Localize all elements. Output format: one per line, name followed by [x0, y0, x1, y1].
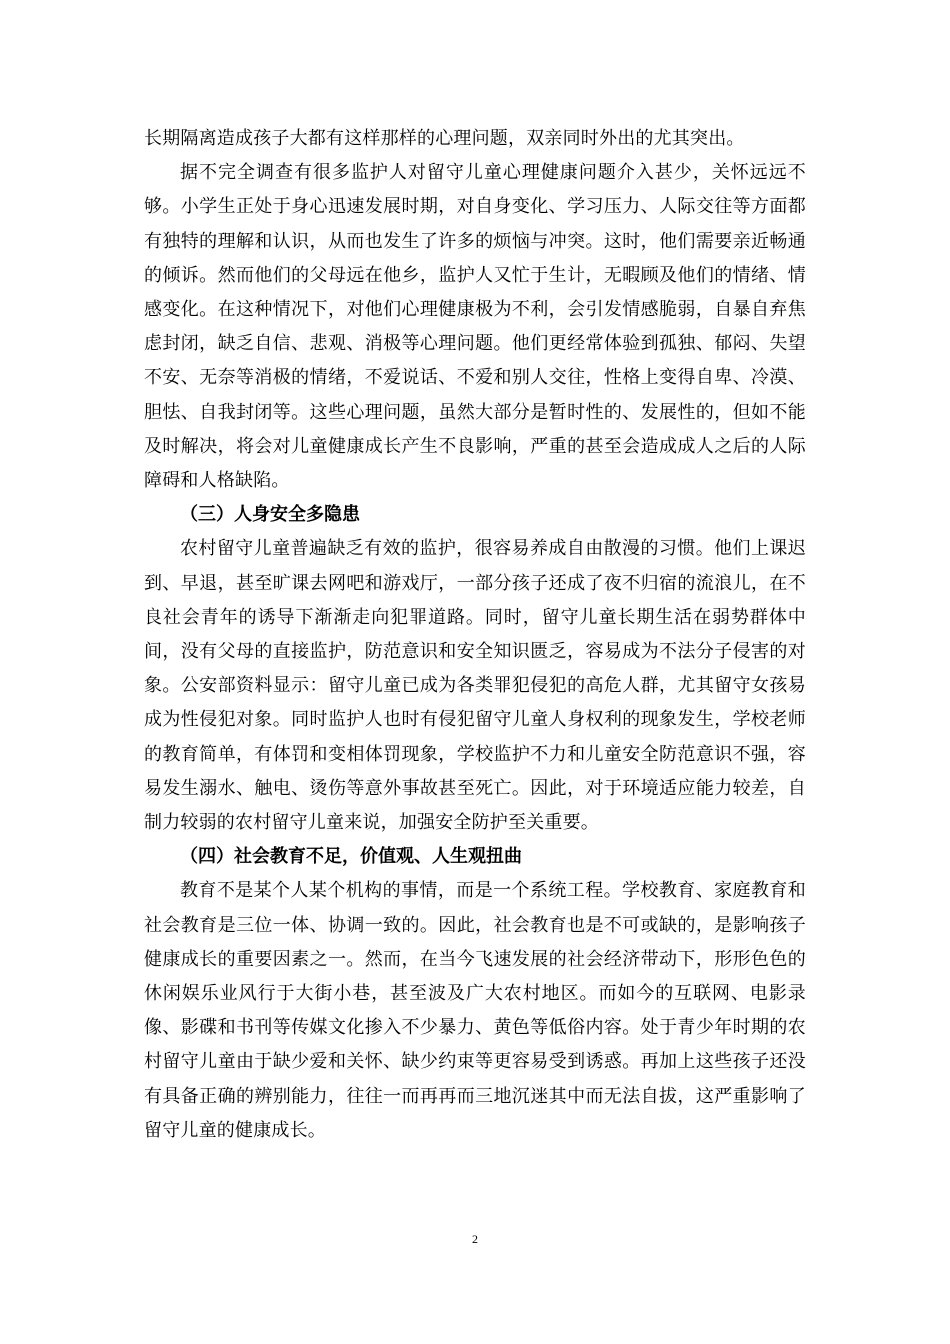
paragraph-social-education: 教育不是某个人某个机构的事情，而是一个系统工程。学校教育、家庭教育和社会教育是三位一体、协调一致的。因此，社会教育也是不可或缺的，是影响孩子健康成长的重要因素之一。然而，在当今飞速发展的社会经济带动下，形形色色的休闲娱乐业风行于大街小巷，甚至波及广大农村地区。而如今的互联网、电影录像、影碟和书刊等传媒文化掺入不少暴力、黄色等低俗内容。处于青少年时期的农村留守儿童由于缺少爱和关怀、缺少约束等更容易受到诱惑。再加上这些孩子还没有具备正确的辨别能力，往往一而再再而三地沉迷其中而无法自拔，这严重影响了留守儿童的健康成长。 — [144, 880, 806, 1141]
paragraph-psychological-health: 据不完全调查有很多监护人对留守儿童心理健康问题介入甚少，关怀远远不够。小学生正处于身心迅速发展时期，对自身变化、学习压力、人际交往等方面都有独特的理解和认识，从而也发生了许多的烦恼与冲突。这时，他们需要亲近畅通的倾诉。然而他们的父母远在他乡，监护人又忙于生计，无暇顾及他们的情绪、情感变化。在这种情况下，对他们心理健康极为不利，会引发情感脆弱，自暴自弃焦虑封闭，缺乏自信、悲观、消极等心理问题。他们更经常体验到孤独、郁闷、失望不安、无奈等消极的情绪，不爱说话、不爱和别人交往，性格上变得自卑、冷漠、胆怯、自我封闭等。这些心理问题，虽然大部分是暂时性的、发展性的，但如不能及时解决，将会对儿童健康成长产生不良影响，严重的甚至会造成成人之后的人际障碍和人格缺陷。 — [144, 162, 806, 492]
page-number: 2 — [472, 1232, 478, 1246]
section-heading-personal-safety: （三）人身安全多隐患 — [180, 504, 360, 526]
document-body — [144, 122, 806, 1148]
section-heading-social-education: （四）社会教育不足，价值观、人生观扭曲 — [180, 846, 522, 868]
paragraph-continuation: 长期隔离造成孩子大都有这样那样的心理问题，双亲同时外出的尤其突出。 — [144, 128, 745, 149]
paragraph-personal-safety: 农村留守儿童普遍缺乏有效的监护，很容易养成自由散漫的习惯。他们上课迟到、早退，甚至旷课去网吧和游戏厅，一部分孩子还成了夜不归宿的流浪儿，在不良社会青年的诱导下渐渐走向犯罪道路。同时，留守儿童长期生活在弱势群体中间，没有父母的直接监护，防范意识和安全知识匮乏，容易成为不法分子侵害的对象。公安部资料显示：留守儿童已成为各类罪犯侵犯的高危人群，尤其留守女孩易成为性侵犯对象。同时监护人也时有侵犯留守儿童人身权利的现象发生，学校老师的教育简单，有体罚和变相体罚现象，学校监护不力和儿童安全防范意识不强，容易发生溺水、触电、烫伤等意外事故甚至死亡。因此，对于环境适应能力较差，自制力较弱的农村留守儿童来说，加强安全防护至关重要。 — [144, 538, 806, 834]
